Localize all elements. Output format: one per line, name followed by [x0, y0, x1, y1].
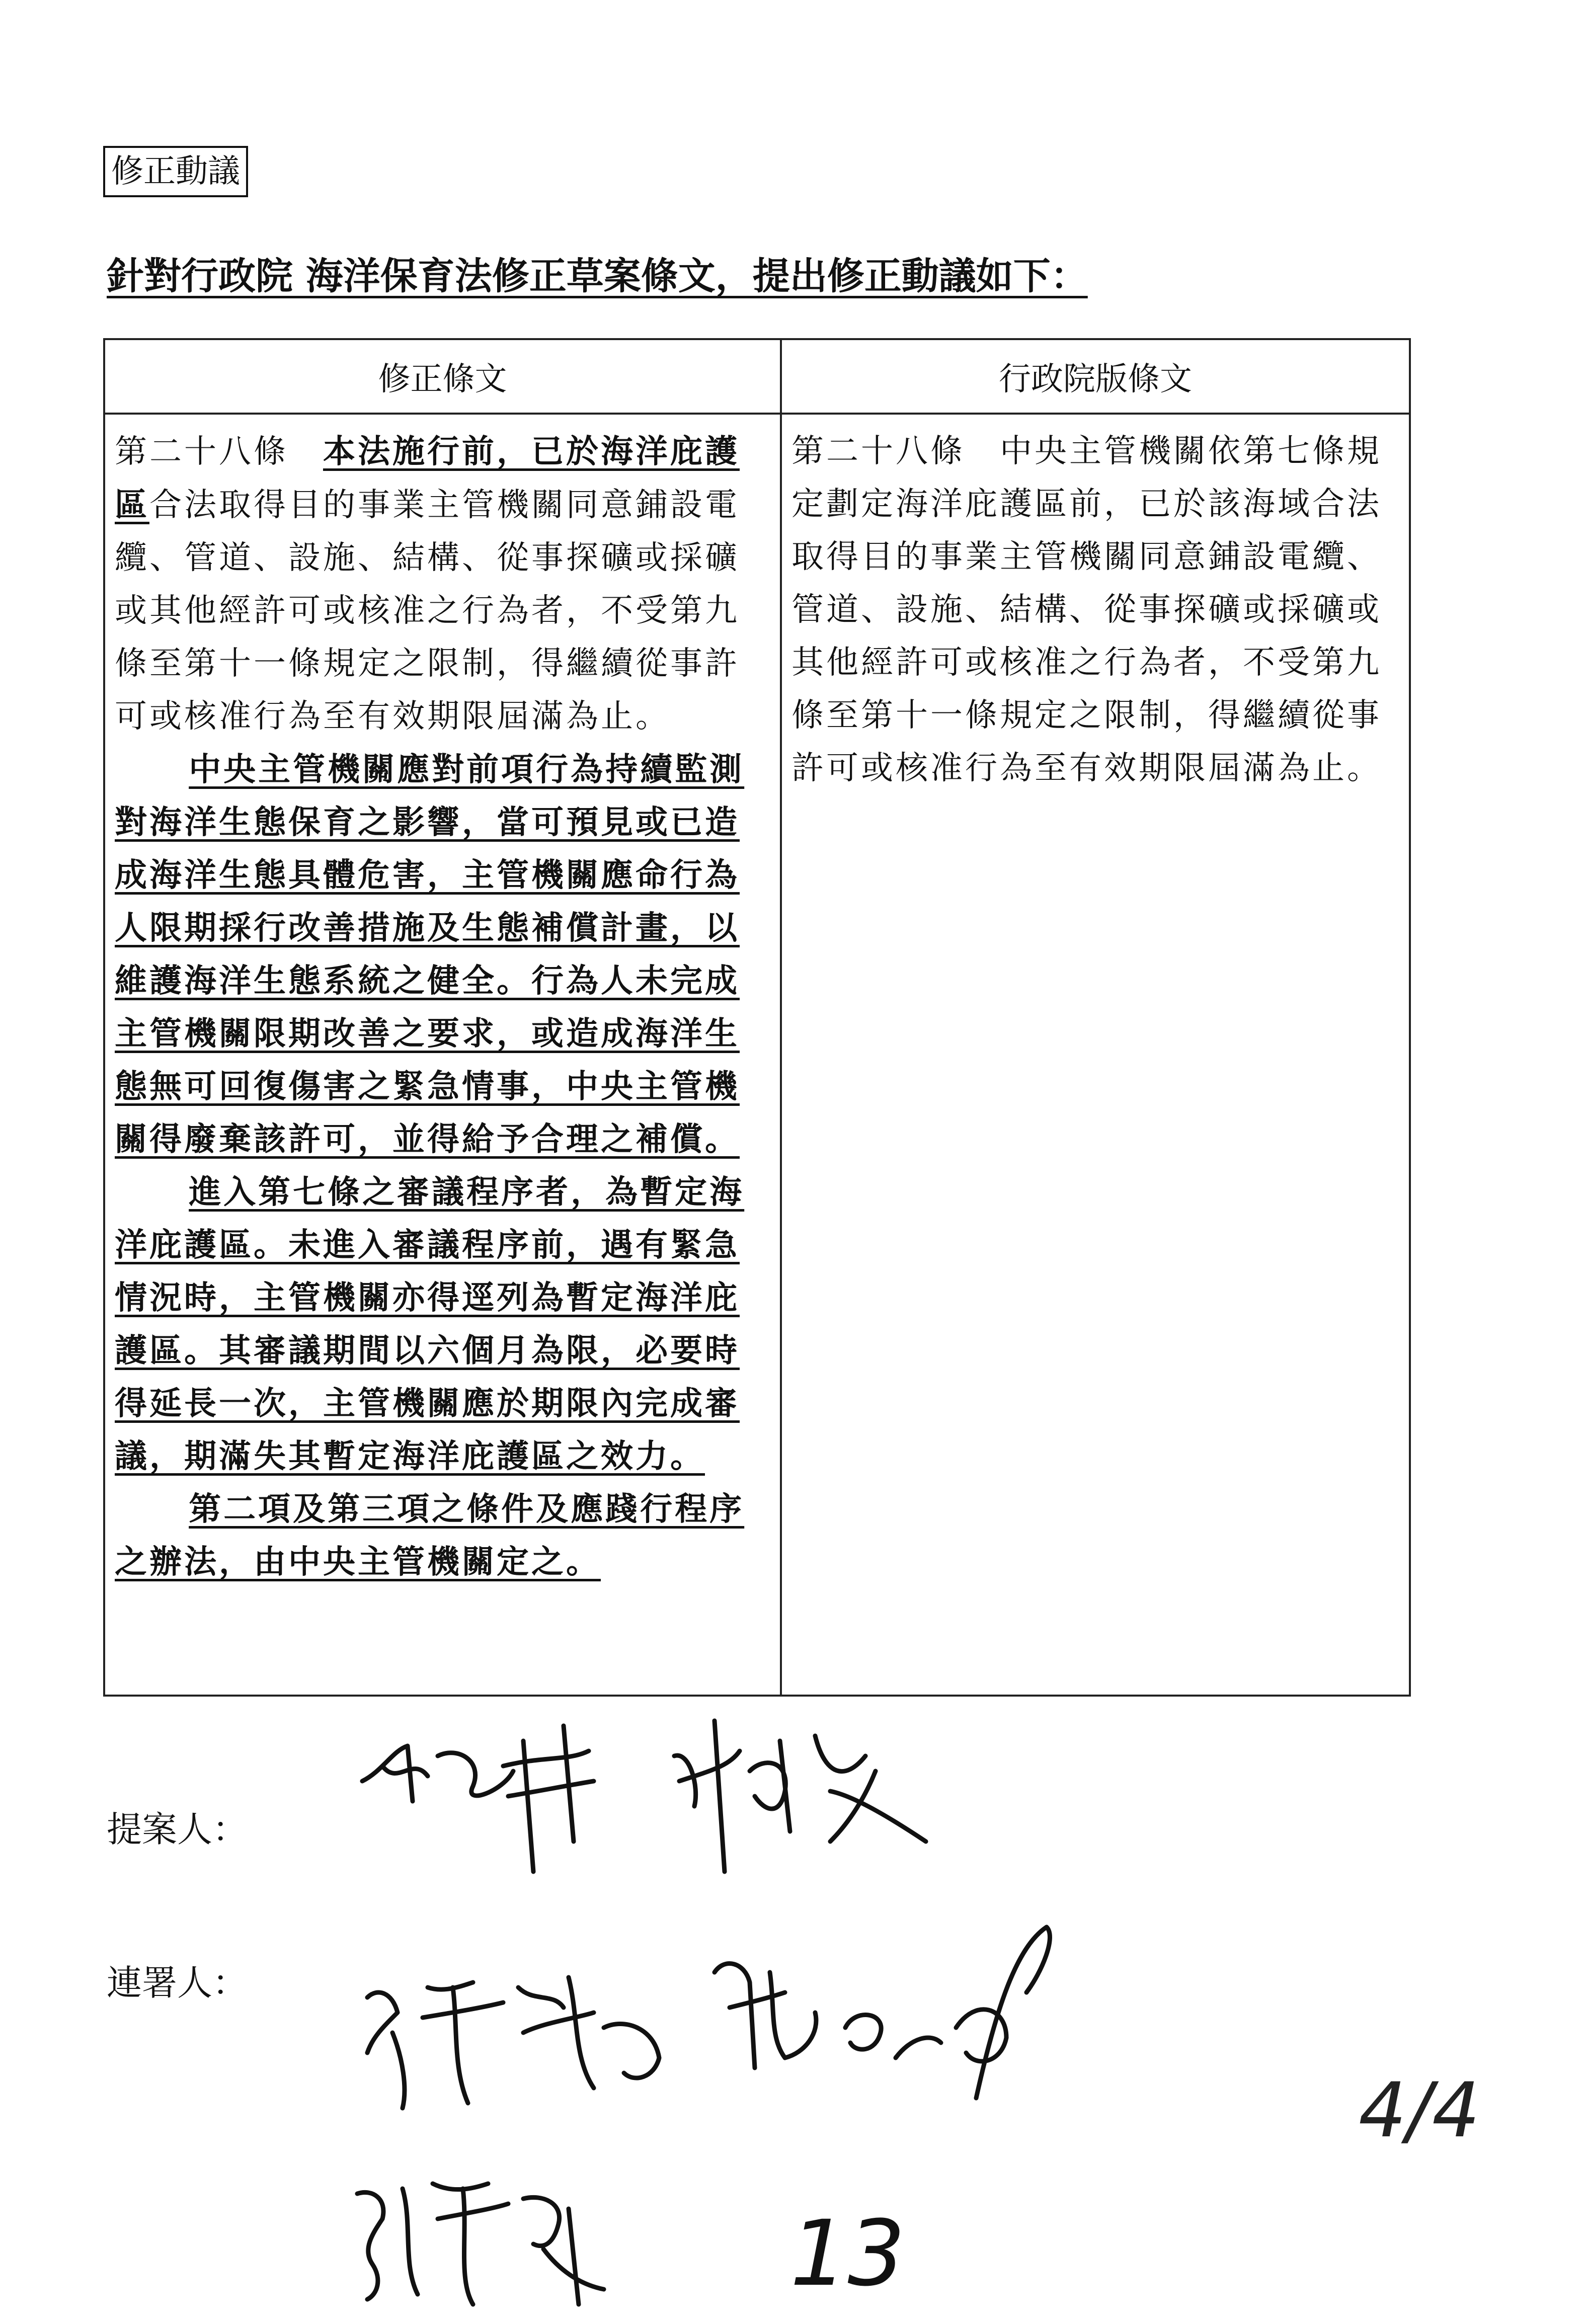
amended-insertion: 本法施行前，已於海洋庇護區	[115, 433, 740, 524]
amended-article-cell	[104, 414, 781, 1696]
executive-paragraph-1: 第二十八條 中央主管機關依第七條規定劃定海洋庇護區前，已於該海域合法取得目的事業主管機關同意鋪設電纜、管道、設施、結構、從事探礦或採礦或其他經許可或核准之行為者，不受第九條至第十一條規定之限制，得繼續從事許可或核准行為至有效期限屆滿為止。	[791, 433, 1382, 787]
proposer-signature-2	[664, 1711, 946, 1877]
column-header-executive: 行政院版條文	[781, 339, 1410, 414]
executive-article-cell	[781, 414, 1410, 1696]
column-header-amended: 修正條文	[104, 339, 781, 414]
amended-paragraph-1	[115, 425, 770, 743]
document-heading: 針對行政院 海洋保育法修正草案條文，提出修正動議如下：	[107, 255, 1088, 298]
amended-paragraph-1-text: 合法取得目的事業主管機關同意鋪設電纜、管道、設施、結構、從事探礦或採礦或其他經許可或核准之行為者，不受第九條至第十一條規定之限制，得繼續從事許可或核准行為至有效期限屆滿為止。	[115, 487, 740, 735]
amended-paragraph-3: 進入第七條之審議程序者，為暫定海洋庇護區。未進入審議程序前，遇有緊急情況時，主管機關亦得逕列為暫定海洋庇護區。其審議期間以六個月為限，必要時得延長一次，主管機關應於期限內完成審議，期滿失其暫定海洋庇護區之效力。	[115, 1173, 745, 1475]
page-number: 13	[790, 2201, 906, 2306]
cosigner-signature-1	[352, 1957, 684, 2123]
proposer-signature-1	[352, 1711, 704, 1877]
motion-tag: 修正動議	[103, 146, 248, 197]
cosigner-signature-2	[694, 1907, 1057, 2118]
amended-paragraph-4: 第二項及第三項之條件及應踐行程序之辦法，由中央主管機關定之。	[115, 1490, 745, 1581]
cosigner-label: 連署人：	[107, 1962, 248, 2004]
proposer-label: 提案人：	[107, 1809, 248, 1850]
page-fraction: 4/4	[1359, 2067, 1480, 2154]
article-lead: 第二十八條	[115, 433, 323, 470]
cosigner-signature-3	[342, 2163, 624, 2314]
amended-paragraph-2: 中央主管機關應對前項行為持續監測對海洋生態保育之影響，當可預見或已造成海洋生態具體危害，主管機關應命行為人限期採行改善措施及生態補償計畫，以維護海洋生態系統之健全。行為人未完成主管機關限期改善之要求，或造成海洋生態無可回復傷害之緊急情事，中央主管機關得廢棄該許可，並得給予合理之補償。	[115, 751, 745, 1158]
comparison-table	[103, 338, 1411, 1697]
